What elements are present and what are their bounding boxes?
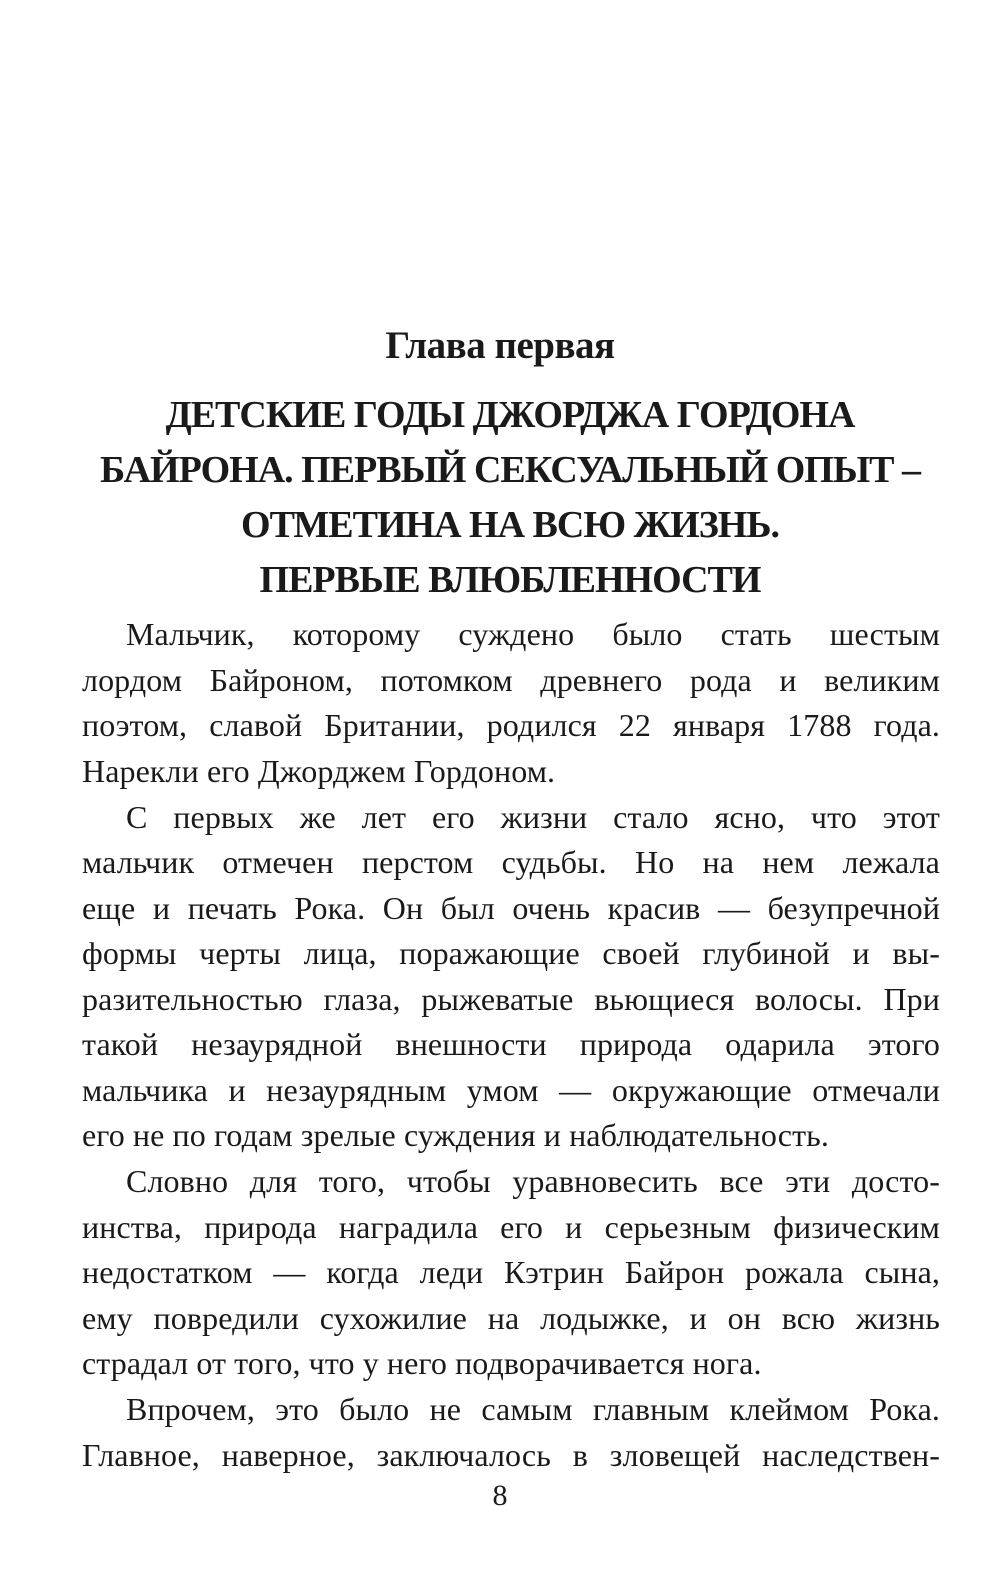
chapter-title-line: ДЕТСКИЕ ГОДЫ ДЖОРДЖА ГОРДОНА (165, 394, 855, 436)
paragraph (82, 1159, 940, 1387)
body-text (82, 612, 940, 1479)
text-line: формы черты лица, поражающие своей глубиной и вы- (82, 935, 940, 971)
text-line: Словно для того, чтобы уравновесить все эти досто- (126, 1163, 940, 1199)
chapter-title (60, 388, 960, 608)
chapter-title-line: БАЙРОНА. ПЕРВЫЙ СЕКСУАЛЬНЫЙ ОПЫТ – (99, 449, 921, 491)
page-number: 8 (492, 1479, 508, 1512)
chapter-title-line: ПЕРВЫЕ ВЛЮБЛЕННОСТИ (259, 559, 761, 601)
text-line: Мальчик, которому суждено было стать шестым (126, 616, 940, 652)
text-line: инства, природа наградила его и серьезным физическим (82, 1208, 940, 1245)
paragraph (82, 795, 940, 1159)
text-line: мальчика и незаурядным умом — окружающие отмечали (82, 1071, 940, 1108)
text-line: еще и печать Рока. Он был очень красив — безупречной (82, 889, 940, 926)
text-line: Главное, наверное, заключалось в зловещей наследствен- (82, 1436, 940, 1473)
chapter-label: Глава первая (385, 324, 615, 367)
text-line: страдал от того, что у него подворачивается нога. (82, 1345, 762, 1381)
text-line: разительностью глаза, рыжеватые вьющиеся волосы. При (82, 980, 940, 1017)
text-line: такой незаурядной внешности природа одарила этого (82, 1026, 940, 1062)
chapter-title-line: ОТМЕТИНА НА ВСЮ ЖИЗНЬ. (241, 504, 779, 546)
text-line: Нарекли его Джорджем Гордоном. (82, 752, 556, 789)
text-line: недостатком — когда леди Кэтрин Байрон рожала сына, (82, 1254, 940, 1290)
text-line: его не по годам зрелые суждения и наблюдательность. (82, 1117, 829, 1153)
text-line: Впрочем, это было не самым главным клеймом Рока. (126, 1391, 940, 1427)
text-line: ему повредили сухожилие на лодыжке, и он всю жизнь (82, 1299, 940, 1336)
text-line: поэтом, славой Британии, родился 22 января 1788 года. (82, 707, 940, 743)
paragraph (82, 1387, 940, 1478)
text-line: лордом Байроном, потомком древнего рода и великим (82, 661, 940, 698)
text-line: С первых же лет его жизни стало ясно, что этот (126, 798, 940, 835)
paragraph (82, 612, 940, 794)
text-line: мальчик отмечен перстом судьбы. Но на нем лежала (82, 844, 940, 880)
